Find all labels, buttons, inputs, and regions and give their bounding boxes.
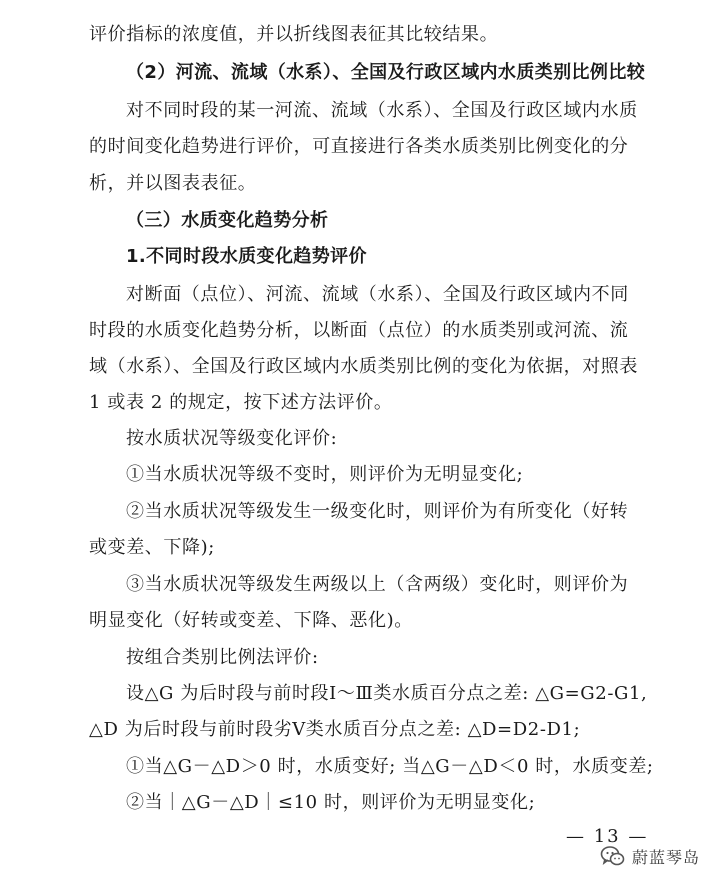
list-item: ②当｜△G－△D｜≤10 时，则评价为无明显变化; — [126, 792, 536, 813]
paragraph-line: 域（水系）、全国及行政区域内水质类别比例的变化为依据，对照表 — [89, 356, 638, 377]
watermark — [600, 843, 700, 869]
paragraph-line: 析，并以图表表征。 — [89, 173, 257, 194]
list-item-continuation: 或变差、下降); — [89, 537, 215, 558]
wechat-icon — [600, 843, 626, 869]
paragraph-line: 时段的水质变化趋势分析，以断面（点位）的水质类别或河流、流 — [89, 320, 629, 341]
paragraph-line: 评价指标的浓度值，并以折线图表征其比较结果。 — [89, 24, 499, 45]
paragraph-line: 设△G 为后时段与前时段Ⅰ～Ⅲ类水质百分点之差: △G=G2-G1, — [126, 683, 648, 704]
paragraph-line: △D 为后时段与前时段劣Ⅴ类水质百分点之差: △D=D2-D1; — [89, 719, 581, 740]
section-heading: （三）水质变化趋势分析 — [126, 210, 329, 231]
paragraph-line: 的时间变化趋势进行评价，可直接进行各类水质类别比例变化的分 — [89, 136, 629, 157]
list-item: ②当水质状况等级发生一级变化时，则评价为有所变化（好转 — [126, 501, 629, 522]
list-item: ①当水质状况等级不变时，则评价为无明显变化; — [126, 464, 524, 485]
subsection-heading: 1.不同时段水质变化趋势评价 — [126, 246, 367, 267]
list-item: ③当水质状况等级发生两级以上（含两级）变化时，则评价为 — [126, 574, 629, 595]
paragraph-line: 1 或表 2 的规定，按下述方法评价。 — [89, 392, 393, 413]
watermark-text: 蔚蓝琴岛 — [632, 847, 701, 867]
paragraph-line: 对断面（点位）、河流、流域（水系）、全国及行政区域内不同 — [126, 284, 629, 305]
list-item-continuation: 明显变化（好转或变差、下降、恶化)。 — [89, 610, 413, 631]
list-item: ①当△G－△D＞0 时，水质变好; 当△G－△D＜0 时，水质变差; — [126, 756, 654, 777]
page-number: — 13 — — [566, 826, 649, 847]
paragraph-line: 按组合类别比例法评价: — [126, 647, 319, 668]
paragraph-line: 按水质状况等级变化评价: — [126, 428, 338, 449]
paragraph-line: 对不同时段的某一河流、流域（水系）、全国及行政区域内水质 — [126, 100, 638, 121]
section-heading: （2）河流、流域（水系）、全国及行政区域内水质类别比例比较 — [126, 62, 646, 83]
